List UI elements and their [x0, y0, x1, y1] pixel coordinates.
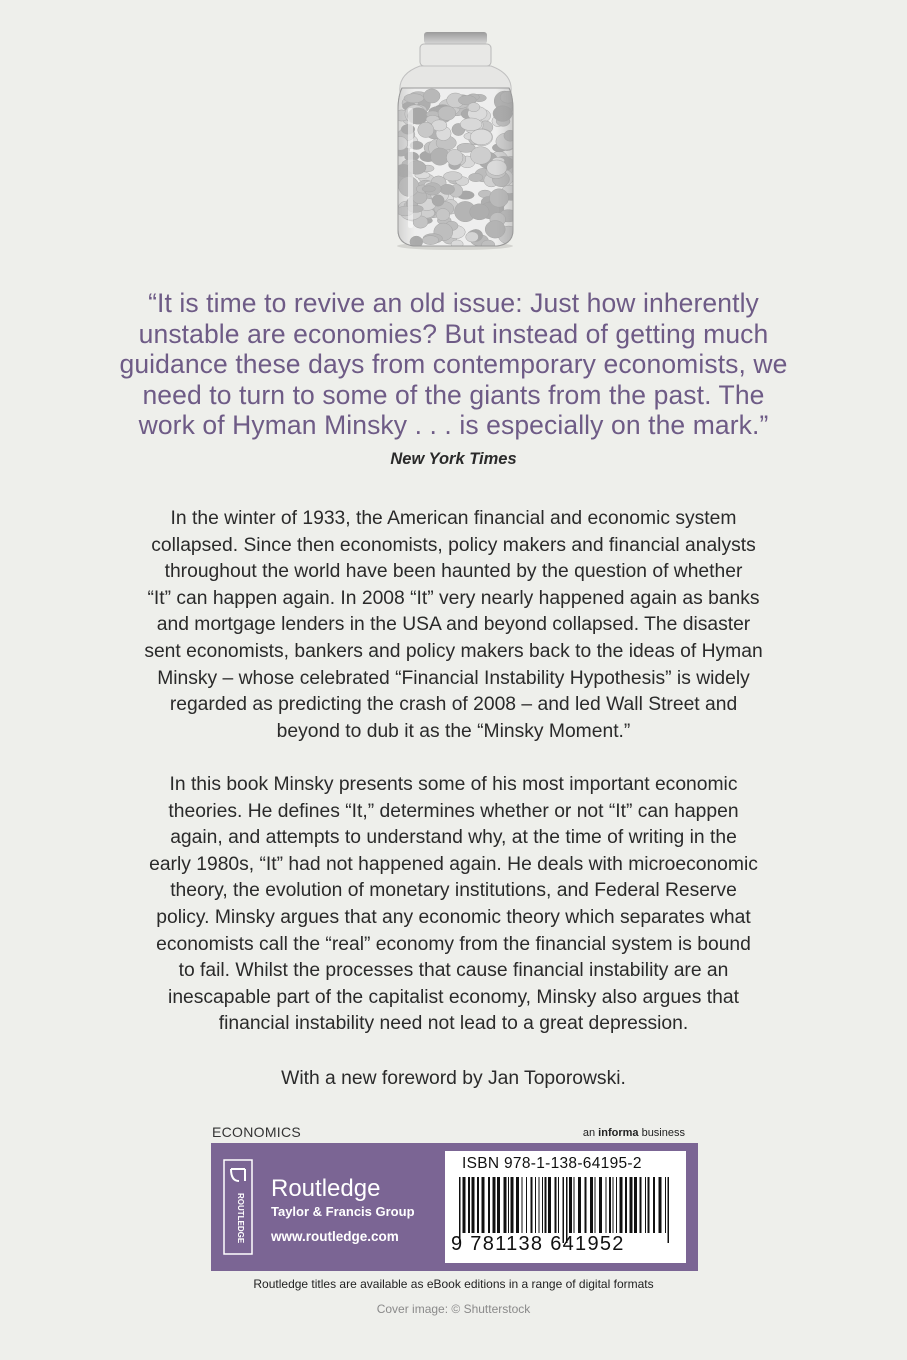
barcode-bar — [634, 1177, 637, 1233]
barcode-bar — [522, 1177, 523, 1233]
barcode-bar — [526, 1177, 527, 1233]
barcode-bar — [504, 1177, 507, 1233]
isbn-label: ISBN 978-1-138-64195-2 — [462, 1155, 642, 1172]
barcode-bar — [482, 1177, 485, 1233]
coin-jar-image — [388, 18, 523, 250]
paragraph-line: policy. Minsky argues that any economic theory which separates what — [156, 906, 751, 928]
informa-brand: informa — [598, 1127, 639, 1139]
quote-line: “It is time to revive an old issue: Just how inherently — [148, 288, 759, 318]
review-quote — [60, 288, 847, 441]
barcode-bar — [477, 1177, 479, 1233]
paragraph-line: again, and attempts to understand why, at the time of writing in the — [170, 827, 737, 849]
publisher-name: Routledge — [271, 1175, 381, 1202]
cover-credit: Cover image: © Shutterstock — [376, 1302, 531, 1316]
quote-source: New York Times — [390, 450, 517, 468]
paragraph-line: theories. He defines “It,” determines whether or not “It” can happen — [168, 800, 739, 822]
routledge-logo-text: ROUTLEDGE — [236, 1193, 245, 1244]
paragraph-line: economists call the “real” economy from the financial system is bound — [156, 933, 751, 955]
paragraph-line: throughout the world have been haunted by the question of whether — [164, 561, 743, 583]
barcode-bar — [548, 1177, 551, 1233]
barcode-bar — [574, 1177, 575, 1233]
paragraph-line: In this book Minsky presents some of his most important economic — [169, 774, 738, 795]
barcode-bar — [493, 1177, 496, 1233]
quote-line: guidance these days from contemporary economists, we — [119, 349, 788, 379]
quote-line: need to turn to some of the giants from the past. The — [142, 379, 765, 410]
barcode-bar — [648, 1177, 650, 1233]
paragraph-line: inescapable part of the capitalist economy, Minsky also argues that — [168, 986, 739, 1008]
barcode-bar — [665, 1177, 666, 1233]
barcode-bar — [606, 1177, 607, 1233]
quote-line: work of Hyman Minsky . . . is especially on the mark.” — [138, 410, 769, 440]
description-paragraph-1 — [95, 506, 812, 745]
barcode-bar — [545, 1177, 547, 1233]
routledge-logo-icon — [223, 1159, 253, 1255]
paragraph-line: early 1980s, “It” had not happened again. He deals with microeconomic — [149, 853, 758, 875]
paragraph-line: collapsed. Since then economists, policy makers and financial analysts — [151, 534, 756, 556]
barcode-bar — [640, 1177, 642, 1233]
barcode-bar — [578, 1177, 581, 1233]
barcode-bar — [569, 1177, 572, 1233]
quote-line: unstable are economies? But instead of getting much — [138, 318, 769, 349]
foreword-note: With a new foreword by Jan Toporowski. — [281, 1068, 626, 1089]
barcode-bar — [620, 1177, 623, 1233]
barcode-bar — [613, 1177, 614, 1233]
category-label: ECONOMICS — [212, 1124, 302, 1140]
barcode-bar — [653, 1177, 655, 1233]
barcode-bar — [516, 1177, 519, 1233]
barcode-bar — [535, 1177, 536, 1233]
barcode-bar — [468, 1177, 470, 1233]
barcode-bar — [585, 1177, 587, 1233]
paragraph-line: beyond to dub it as the “Minsky Moment.” — [276, 720, 631, 742]
barcode-bar — [599, 1177, 602, 1233]
barcode-bar — [616, 1177, 617, 1233]
informa-tagline — [583, 1127, 685, 1139]
paragraph-line: In the winter of 1933, the American financial and economic system — [170, 508, 737, 529]
publisher-group: Taylor & Francis Group — [271, 1204, 415, 1219]
paragraph-line: regarded as predicting the crash of 2008 – and led Wall Street and — [169, 694, 738, 716]
barcode-bar — [625, 1177, 627, 1233]
paragraph-line: to fail. Whilst the processes that cause financial instability are an — [178, 960, 729, 982]
publisher-website: www.routledge.com — [271, 1229, 399, 1244]
paragraph-line: financial instability need not lead to a great depression. — [218, 1013, 689, 1035]
paragraph-line: sent economists, bankers and policy makers back to the ideas of Hyman — [144, 640, 763, 662]
barcode-bar — [542, 1177, 543, 1233]
barcode-bar — [531, 1177, 533, 1233]
barcode-bar — [590, 1177, 593, 1233]
barcode-bar — [508, 1177, 509, 1233]
paragraph-line: “It” can happen again. In 2008 “It” very nearly happened again as banks — [147, 587, 760, 609]
barcode-bar — [497, 1177, 500, 1233]
barcode-bar — [645, 1177, 646, 1233]
informa-prefix: an — [582, 1127, 599, 1139]
informa-suffix: business — [638, 1127, 685, 1139]
barcode-bar — [511, 1177, 514, 1233]
publisher-panel — [211, 1143, 698, 1271]
barcode-bar — [555, 1177, 557, 1233]
isbn-barcode — [445, 1151, 686, 1263]
paragraph-line: and mortgage lenders in the USA and beyond collapsed. The disaster — [156, 614, 751, 636]
barcode-bar — [659, 1177, 662, 1233]
barcode-bar — [630, 1177, 633, 1233]
barcode-bar — [609, 1177, 611, 1233]
paragraph-line: theory, the evolution of monetary institutions, and Federal Reserve — [170, 880, 737, 902]
barcode-bar — [472, 1177, 475, 1233]
barcode-bar — [595, 1177, 596, 1233]
ebook-note: Routledge titles are available as eBook editions in a range of digital formats — [253, 1277, 654, 1291]
description-paragraph-2 — [95, 772, 812, 1038]
ean-digits: 9 781138 641952 — [451, 1233, 625, 1255]
paragraph-line: Minsky – whose celebrated “Financial Instability Hypothesis” is widely — [157, 667, 750, 689]
barcode-bar — [539, 1177, 540, 1233]
barcode-bar — [488, 1177, 490, 1233]
barcode-bar — [463, 1177, 466, 1233]
barcode-bar — [558, 1177, 559, 1233]
